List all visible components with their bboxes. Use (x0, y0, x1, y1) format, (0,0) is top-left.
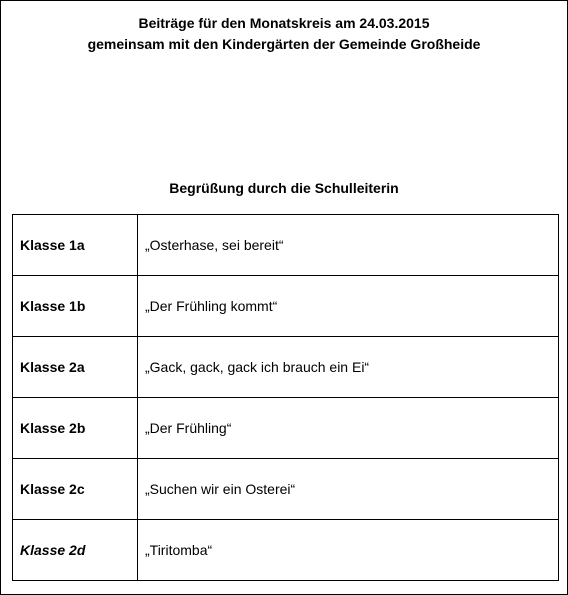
table-row (13, 276, 559, 337)
class-cell: Klasse 2b (13, 398, 138, 459)
title-line-2: gemeinsam mit den Kindergärten der Gemeinde Großheide (87, 36, 481, 52)
contribution-cell: „Der Frühling kommt“ (138, 276, 559, 337)
title-line-1: Beiträge für den Monatskreis am 24.03.2015 (138, 15, 430, 31)
welcome-heading: Begrüßung durch die Schulleiterin (169, 180, 399, 196)
table-row (13, 459, 559, 520)
table-row (13, 337, 559, 398)
class-cell: Klasse 1a (13, 215, 138, 276)
program-table (12, 214, 559, 581)
class-cell: Klasse 2a (13, 337, 138, 398)
class-cell: Klasse 2c (13, 459, 138, 520)
table-row (13, 215, 559, 276)
table-row (13, 398, 559, 459)
contribution-cell: „Gack, gack, gack ich brauch ein Ei“ (138, 337, 559, 398)
contribution-cell: „Osterhase, sei bereit“ (138, 215, 559, 276)
contribution-cell: „Tiritomba“ (138, 520, 559, 581)
table-row (13, 520, 559, 581)
contribution-cell: „Suchen wir ein Osterei“ (138, 459, 559, 520)
contribution-cell: „Der Frühling“ (138, 398, 559, 459)
document-title (1, 13, 567, 55)
class-cell: Klasse 1b (13, 276, 138, 337)
class-cell: Klasse 2d (13, 520, 138, 581)
